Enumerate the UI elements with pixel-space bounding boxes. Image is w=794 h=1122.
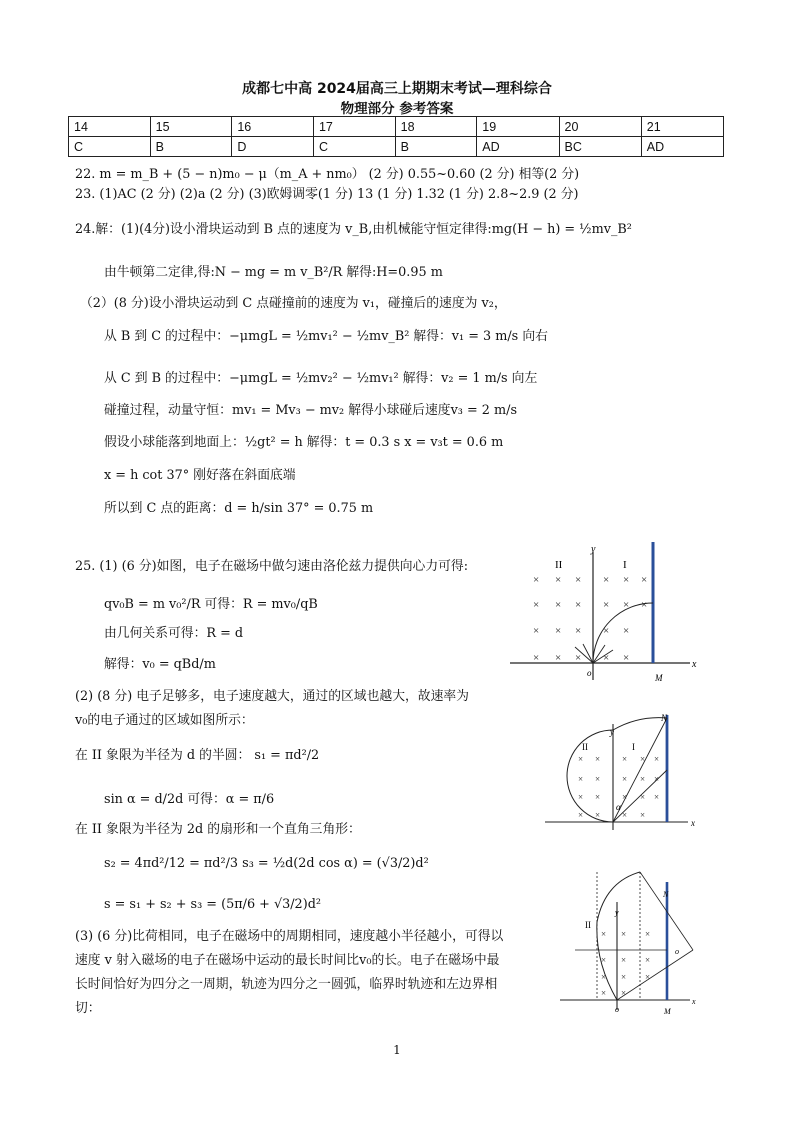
table-cell: 19 [477,117,559,137]
q24-line: （2）(8 分)设小滑块运动到 C 点碰撞前的速度为 v₁，碰撞后的速度为 v₂， [80,296,507,311]
point-label-m: M [664,1007,671,1016]
table-cell: C [313,137,395,157]
svg-text:×: × [578,774,584,784]
figure-1-magnetic-field [505,540,705,685]
region-label-2: II [555,559,563,571]
q25-line: 25. (1) (6 分)如图，电子在磁场中做匀速由洛伦兹力提供向心力可得: [75,559,469,574]
region-label-1: I [623,559,627,571]
q25-line: sin α = d/2d 可得：α = π/6 [104,792,275,807]
axis-label-y: y [591,544,596,555]
svg-text:×: × [601,988,607,998]
q24-line: 假设小球能落到地面上：½gt² = h 解得：t = 0.3 s x = v₃t = 0.6 m [104,435,504,450]
svg-text:×: × [641,599,648,611]
q22-answer: 22. m = m_B + (5 − n)m₀ − μ（m_A + nm₀） (2 分) 0.55~0.60 (2 分) 相等(2 分) [75,167,580,182]
svg-text:×: × [640,774,646,784]
table-cell: BC [559,137,641,157]
q25-line: 解得：v₀ = qBd/m [104,657,216,672]
svg-text:×: × [640,792,646,802]
svg-text:×: × [601,955,607,965]
table-cell: 14 [69,117,151,137]
axis-label-x: x [692,659,697,670]
origin-label: o [587,668,592,678]
svg-text:×: × [603,625,610,637]
svg-text:×: × [555,574,562,586]
svg-text:×: × [621,955,627,965]
svg-text:×: × [601,972,607,982]
page-subtitle: 物理部分 参考答案 [340,101,454,117]
svg-text:×: × [623,574,630,586]
svg-text:×: × [623,625,630,637]
svg-text:×: × [533,574,540,586]
axis-label-y: y [615,908,619,917]
origin-label: o [615,1005,619,1014]
svg-text:×: × [645,972,651,982]
figure-3-critical-trajectory [555,862,705,1020]
q24-line: 碰撞过程，动量守恒：mv₁ = Mv₃ − mv₂ 解得小球碰后速度v₃ = 2 m/s [104,403,518,418]
svg-text:×: × [601,929,607,939]
table-cell: AD [477,137,559,157]
svg-text:×: × [595,774,601,784]
q25-line: (3) (6 分)比荷相同，电子在磁场中的周期相同，速度越小半径越小，可得以 [75,929,504,944]
q24-line: 由牛顿第二定律,得:N − mg = m v_B²/R 解得:H=0.95 m [104,265,443,280]
svg-text:×: × [603,652,610,664]
point-label-m: M [655,673,663,683]
svg-text:×: × [621,929,627,939]
q25-line: 在 II 象限为半径为 2d 的扇形和一个直角三角形： [75,822,361,837]
answer-table [68,116,724,157]
svg-text:×: × [640,754,646,764]
svg-text:×: × [575,574,582,586]
svg-text:×: × [621,988,627,998]
svg-text:×: × [603,599,610,611]
point-label-n: N [661,713,668,723]
q23-answer: 23. (1)AC (2 分) (2)a (2 分) (3)欧姆调零(1 分) 13 (1 分) 1.32 (1 分) 2.8~2.9 (2 分) [75,187,579,202]
q25-line: s₂ = 4πd²/12 = πd²/3 s₃ = ½d(2d cos α) = (√3/2)d² [104,856,429,871]
svg-text:×: × [578,810,584,820]
table-row-numbers [69,117,724,137]
q24-line: x = h cot 37° 刚好落在斜面底端 [104,468,296,483]
q25-line: (2) (8 分) 电子足够多，电子速度越大，通过的区域也越大，故速率为 [75,689,469,704]
table-cell: B [150,137,232,157]
page-number: 1 [393,1043,401,1057]
point-label-n: N [663,890,669,899]
svg-text:×: × [622,754,628,764]
q25-line: v₀的电子通过的区域如图所示： [75,713,254,728]
svg-text:×: × [533,625,540,637]
table-cell: 16 [232,117,314,137]
page-title: 成都七中高 2024届高三上期期末考试—理科综合 [242,81,552,97]
svg-text:×: × [654,754,660,764]
svg-text:×: × [575,625,582,637]
q25-line: s = s₁ + s₂ + s₃ = (5π/6 + √3/2)d² [104,897,322,912]
q25-line: 在 II 象限为半径为 d 的半圆： s₁ = πd²/2 [75,748,320,763]
axis-label-x: x [691,818,695,828]
region-label-2: II [585,920,591,930]
svg-text:×: × [595,754,601,764]
axis-label-y: y [610,727,614,737]
svg-text:×: × [654,774,660,784]
q24-line: 所以到 C 点的距离：d = h/sin 37° = 0.75 m [104,501,374,516]
q25-line: 由几何关系可得：R = d [104,626,244,641]
svg-text:×: × [641,574,648,586]
angle-label: α [616,802,621,812]
svg-text:×: × [622,792,628,802]
q24-line: 从 B 到 C 的过程中：−μmgL = ½mv₁² − ½mv_B² 解得：v₁ = 3 m/s 向右 [104,329,548,344]
svg-text:×: × [595,792,601,802]
svg-text:×: × [640,810,646,820]
svg-text:×: × [622,810,628,820]
table-cell: AD [641,137,723,157]
svg-text:×: × [623,652,630,664]
region-label-1: I [632,742,635,752]
svg-text:×: × [621,972,627,982]
svg-text:×: × [555,652,562,664]
svg-text:×: × [533,652,540,664]
svg-text:×: × [578,792,584,802]
q25-line: 长时间恰好为四分之一周期，轨迹为四分之一圆弧，临界时轨迹和左边界相 [75,977,498,992]
svg-text:×: × [595,810,601,820]
svg-text:×: × [533,599,540,611]
table-cell: 15 [150,117,232,137]
svg-text:×: × [645,955,651,965]
table-cell: 17 [313,117,395,137]
q25-line: qv₀B = m v₀²/R 可得：R = mv₀/qB [104,597,318,612]
svg-text:×: × [578,754,584,764]
svg-text:×: × [645,929,651,939]
table-cell: B [395,137,477,157]
table-cell: C [69,137,151,157]
q25-line: 切： [75,1001,101,1016]
table-row-answers [69,137,724,157]
table-cell: 21 [641,117,723,137]
figure-2-electron-region [540,712,700,832]
svg-text:×: × [555,599,562,611]
svg-text:×: × [654,792,660,802]
svg-text:×: × [575,599,582,611]
q24-line: 从 C 到 B 的过程中：−μmgL = ½mv₂² − ½mv₁² 解得：v₂ = 1 m/s 向左 [104,371,538,386]
q25-line: 速度 v 射入磁场的电子在磁场中运动的最长时间比v₀的长。电子在磁场中最 [75,953,500,968]
svg-text:×: × [575,652,582,664]
axis-label-x: x [692,997,696,1006]
center-label: o [675,947,679,956]
svg-text:×: × [603,574,610,586]
table-cell: 18 [395,117,477,137]
q24-line: 24.解：(1)(4分)设小滑块运动到 B 点的速度为 v_B,由机械能守恒定律得:mg(H − h) = ½mv_B² [75,222,632,237]
table-cell: 20 [559,117,641,137]
svg-text:×: × [623,599,630,611]
svg-text:×: × [622,774,628,784]
svg-text:×: × [555,625,562,637]
table-cell: D [232,137,314,157]
region-label-2: II [582,742,588,752]
